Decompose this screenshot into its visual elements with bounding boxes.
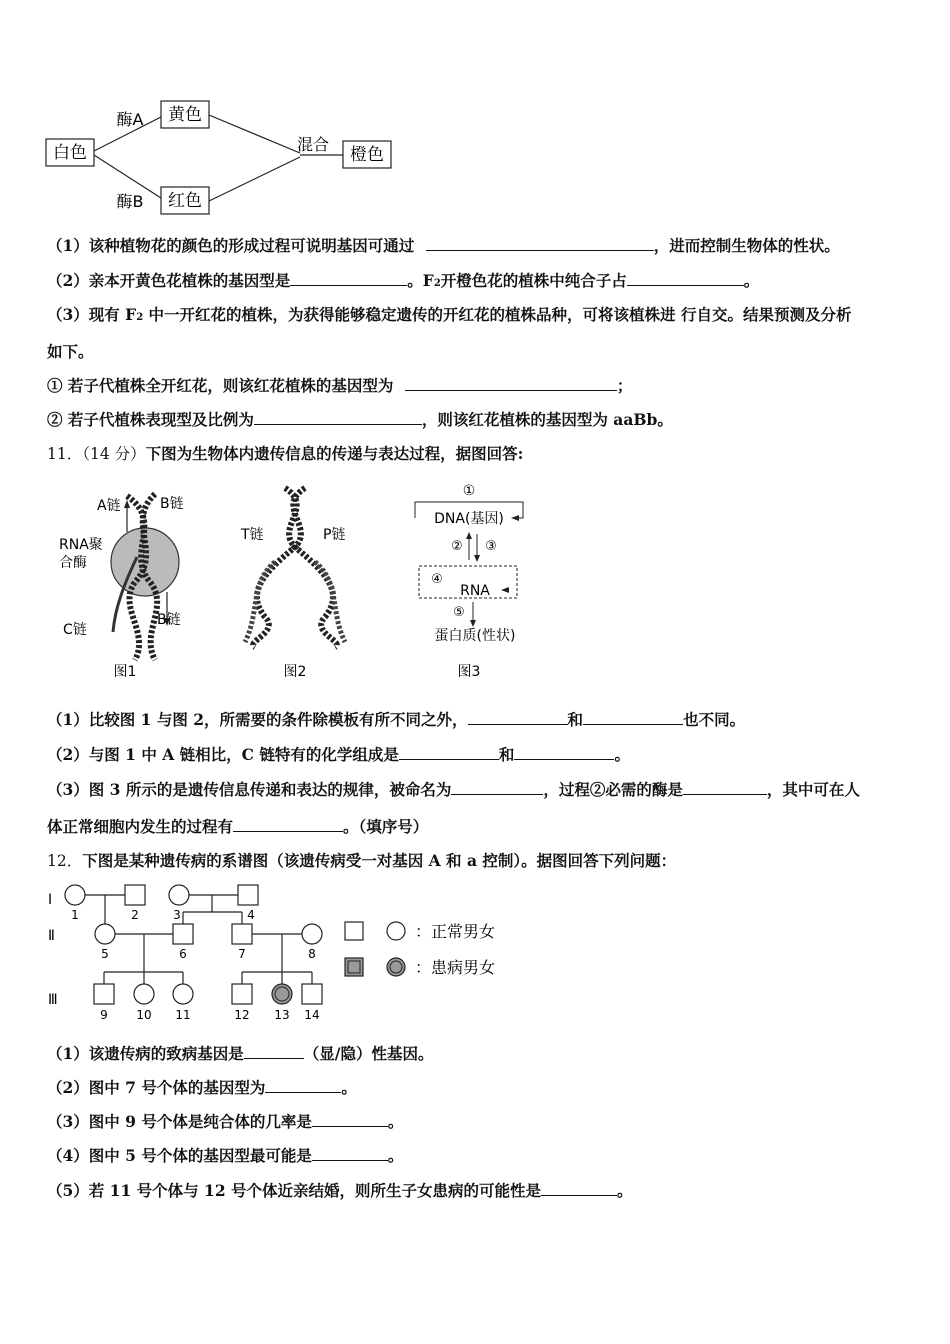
fig1-rna-pol-2: 合酶 — [59, 555, 87, 571]
fig1-a-chain: A链 — [97, 498, 121, 514]
q11-s3-mid: ，过程②必需的酶是 — [543, 780, 683, 799]
q10-subquestion-2 — [47, 271, 759, 294]
q10-subquestion-3-continued — [47, 342, 94, 362]
q11-subquestion-1 — [47, 710, 745, 730]
q11-s3-text: （3）图 3 所示的是遗传信息传递和表达的规律，被命名为 — [47, 780, 452, 799]
id-4: 4 — [247, 908, 255, 922]
q11-s1-mid: 和 — [567, 710, 584, 729]
q10-c1-end: ； — [616, 376, 633, 395]
mix-label: 混合 — [296, 135, 330, 154]
q12-s1-text: （1）该遗传病的致病基因是 — [47, 1044, 244, 1063]
q12-heading — [47, 851, 676, 871]
flower-color-pathway-diagram — [40, 95, 400, 220]
q11-s2-blank-2[interactable] — [514, 745, 614, 760]
id-12: 12 — [234, 1008, 250, 1022]
q11-s1-blank-2[interactable] — [583, 710, 683, 725]
q10-s3-subscript: 2 — [136, 312, 144, 323]
individual-6 — [173, 924, 193, 944]
fig3-process-1: ① — [462, 483, 476, 499]
q11-s2-blank-1[interactable] — [399, 745, 499, 760]
fig1-c-chain: C链 — [63, 622, 87, 638]
id-9: 9 — [100, 1008, 108, 1022]
q12-subquestion-3 — [47, 1112, 403, 1132]
fig1-rna-pol-1: RNA聚 — [59, 537, 103, 553]
q12-s1-end: （显/隐）性基因。 — [303, 1044, 434, 1063]
q12-subquestion-2 — [47, 1078, 357, 1098]
individual-14 — [302, 984, 322, 1004]
q10-s2-end: 。 — [743, 271, 760, 290]
q12-s3-end: 。 — [387, 1112, 404, 1131]
q10-s3-body: 中一开红花的植株，为获得能够稳定遗传的开红花的植株品种，可将该植株进 行自交。结果预测及分析 — [143, 305, 852, 324]
q11-s2-end: 。 — [614, 745, 630, 764]
q11-s2-mid: 和 — [498, 745, 515, 764]
individual-10 — [134, 984, 154, 1004]
fig3-rna: RNA — [460, 583, 490, 599]
q10-case-2 — [47, 410, 673, 430]
gen-I: Ⅰ — [48, 892, 53, 908]
q11-subquestion-3 — [47, 780, 860, 800]
q11-subquestion-3-continued — [47, 817, 428, 837]
individual-3 — [169, 885, 189, 905]
legend-normal-label: ：正常男女 — [415, 922, 496, 941]
q10-s1-blank[interactable] — [426, 236, 654, 251]
q11-s1-blank-1[interactable] — [468, 710, 568, 725]
q11-title: 下图为生物体内遗传信息的传递与表达过程，据图回答: — [145, 444, 524, 463]
q12-s3-blank[interactable] — [312, 1112, 388, 1127]
individual-5 — [95, 924, 115, 944]
individual-1 — [65, 885, 85, 905]
individual-11 — [173, 984, 193, 1004]
q11-s1-end: 也不同。 — [683, 710, 746, 729]
figure-3-central-dogma — [405, 478, 535, 683]
white-label: 白色 — [53, 143, 87, 163]
q12-s3-text: （3）图中 9 号个体是纯合体的几率是 — [47, 1112, 312, 1131]
q11-s3-blank-3[interactable] — [233, 817, 343, 832]
q12-subquestion-5 — [47, 1181, 633, 1201]
q12-s2-text: （2）图中 7 号个体的基因型为 — [47, 1078, 266, 1097]
id-13: 13 — [274, 1008, 290, 1022]
q12-subquestion-4 — [47, 1146, 403, 1166]
fig3-caption: 图3 — [457, 664, 481, 680]
q12-s1-blank[interactable] — [244, 1044, 304, 1059]
q12-number: 12． — [47, 852, 83, 870]
q11-s3-end: ，其中可在人 — [766, 780, 860, 799]
fig3-process-4: ④ — [431, 572, 443, 587]
fig3-protein: 蛋白质(性状) — [434, 628, 516, 644]
q10-subquestion-1 — [47, 236, 840, 256]
individual-4 — [238, 885, 258, 905]
figure-1-transcription — [55, 482, 205, 682]
individual-9 — [94, 984, 114, 1004]
q10-c2-blank[interactable] — [254, 410, 422, 425]
fig2-t-chain: T链 — [241, 527, 264, 543]
q10-s2-blank-1[interactable] — [290, 271, 407, 286]
legend-affected-label: ：患病男女 — [415, 958, 496, 977]
q10-c2-text: ② 若子代植株表现型及比例为 — [47, 410, 254, 429]
q12-s5-blank[interactable] — [541, 1181, 617, 1196]
q10-c1-blank[interactable] — [405, 376, 617, 391]
q10-s1-end: ，进而控制生物体的性状。 — [653, 236, 840, 255]
q11-s2-text: （2）与图 1 中 A 链相比，C 链特有的化学组成是 — [47, 745, 399, 764]
individual-7 — [232, 924, 252, 944]
individual-2 — [125, 885, 145, 905]
q10-s2-mid2: 开橙色花的植株中纯合子占 — [440, 271, 627, 290]
q10-case-1 — [47, 376, 632, 396]
q12-s4-text: （4）图中 5 号个体的基因型最可能是 — [47, 1146, 312, 1165]
q11-s3-cont: 体正常细胞内发生的过程有 — [47, 817, 234, 836]
individual-12 — [232, 984, 252, 1004]
q10-c1-text: ① 若子代植株全开红花，则该红花植株的基因型为 — [47, 376, 394, 395]
fig3-dna: DNA(基因) — [434, 511, 504, 527]
q10-s2-mid: 。F — [407, 271, 434, 290]
q10-c2-end: ，则该红花植株的基因型为 aaBb。 — [421, 410, 673, 429]
fig3-process-5: ⑤ — [453, 605, 465, 620]
q10-s3-text: （3）现有 F — [47, 305, 137, 324]
id-14: 14 — [304, 1008, 320, 1022]
pedigree-chart — [44, 878, 514, 1028]
orange-label: 橙色 — [350, 145, 384, 165]
legend-normal-male — [345, 922, 363, 940]
fig1-b-chain-lower: B链 — [157, 612, 181, 628]
id-7: 7 — [238, 947, 246, 961]
q12-s4-blank[interactable] — [312, 1146, 388, 1161]
q11-s3-tail: 。（填序号） — [343, 817, 429, 836]
id-10: 10 — [136, 1008, 152, 1022]
gen-III: Ⅲ — [48, 992, 58, 1008]
id-6: 6 — [179, 947, 187, 961]
enzyme-b-label: 酶B — [116, 192, 144, 211]
fig2-p-chain: P链 — [323, 527, 346, 543]
q10-subquestion-3 — [47, 305, 851, 328]
id-5: 5 — [101, 947, 109, 961]
q12-s5-text: （5）若 11 号个体与 12 号个体近亲结婚，则所生子女患病的可能性是 — [47, 1181, 542, 1200]
q12-s2-blank[interactable] — [265, 1078, 341, 1093]
gen-II: Ⅱ — [48, 928, 55, 944]
fig1-caption: 图1 — [113, 664, 137, 680]
legend-normal-female — [387, 922, 405, 940]
id-1: 1 — [71, 908, 79, 922]
figure-2-replication — [235, 482, 360, 682]
q11-score: （14 分） — [82, 445, 146, 463]
q12-s5-end: 。 — [617, 1181, 633, 1200]
individual-8 — [302, 924, 322, 944]
q10-s1-text: （1）该种植物花的颜色的形成过程可说明基因可通过 — [47, 236, 415, 255]
fig3-process-3: ③ — [485, 539, 497, 554]
q11-s3-blank-2[interactable] — [683, 780, 767, 795]
q12-title: 下图是某种遗传病的系谱图（该遗传病受一对基因 A 和 a 控制）。据图回答下列问题： — [82, 851, 677, 870]
id-3: 3 — [173, 908, 181, 922]
id-11: 11 — [175, 1008, 191, 1022]
q11-number: 11． — [47, 445, 83, 463]
q12-s2-end: 。 — [341, 1078, 357, 1097]
q11-s3-blank-1[interactable] — [451, 780, 543, 795]
fig1-b-chain: B链 — [160, 496, 184, 512]
q10-s2-subscript: 2 — [433, 278, 441, 289]
id-2: 2 — [131, 908, 139, 922]
red-label: 红色 — [168, 191, 202, 211]
q12-s4-end: 。 — [387, 1146, 404, 1165]
enzyme-a-label: 酶A — [116, 110, 144, 129]
q11-s1-text: （1）比较图 1 与图 2，所需要的条件除模板有所不同之外， — [47, 710, 468, 729]
id-8: 8 — [308, 947, 316, 961]
fig3-process-2: ② — [451, 539, 463, 554]
q12-subquestion-1 — [47, 1044, 433, 1064]
q11-subquestion-2 — [47, 745, 630, 765]
yellow-label: 黄色 — [168, 105, 202, 125]
q10-s3-cont: 如下。 — [47, 342, 94, 361]
q10-s2-blank-2[interactable] — [627, 271, 744, 286]
q11-heading — [47, 444, 523, 464]
fig2-caption: 图2 — [283, 664, 307, 680]
q10-s2-text: （2）亲本开黄色花植株的基因型是 — [47, 271, 291, 290]
